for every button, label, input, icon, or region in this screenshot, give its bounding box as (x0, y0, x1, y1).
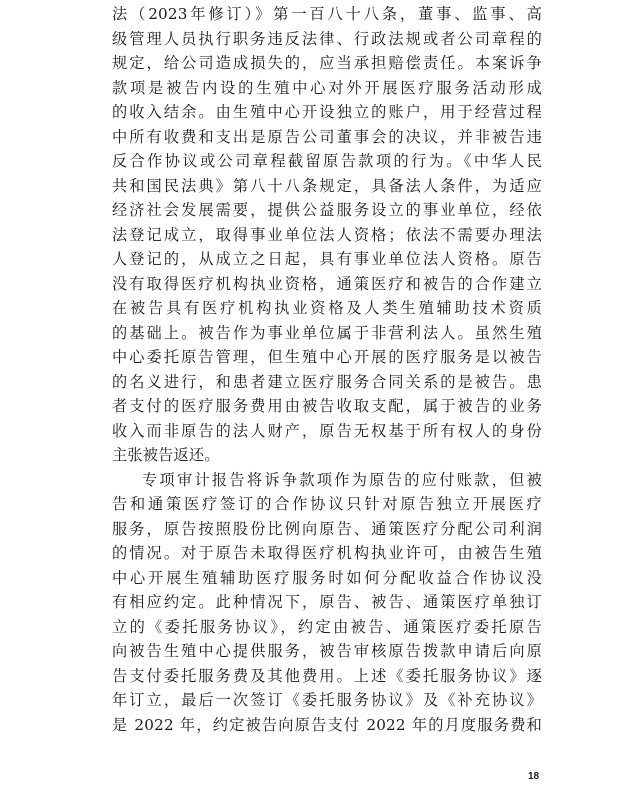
paragraph-1 (112, 2, 542, 468)
text-line: 年订立，最后一次签订《委托服务协议》及《补充协议》 (112, 691, 542, 709)
text-line: 法登记成立，取得事业单位法人资格；依法不需要办理法 (112, 225, 542, 244)
text-line: 服务，原告按照股份比例向原告、通策医疗分配公司利润 (112, 519, 542, 538)
text-line: 的情况。对于原告未取得医疗机构执业许可，由被告生殖 (112, 544, 542, 562)
text-line: 主张被告返还。 (112, 446, 220, 464)
text-line: 者支付的医疗服务费用由被告收取支配，属于被告的业务 (112, 397, 542, 415)
text-line: 经济社会发展需要，提供公益服务设立的事业单位，经依 (112, 201, 542, 219)
text-line: 没有取得医疗机构执业资格，通策医疗和被告的合作建立 (112, 274, 542, 293)
text-line: 告支付委托服务费及其他费用。上述《委托服务协议》逐 (112, 666, 542, 685)
text-line: 收入而非原告的法人财产，原告无权基于所有权人的身份 (112, 421, 542, 440)
text-line: 级管理人员执行职务违反法律、行政法规或者公司章程的 (112, 29, 542, 48)
document-body (112, 2, 542, 737)
text-line: 专项审计报告将诉争款项作为原告的应付账款，但被 (142, 470, 542, 489)
paragraph-2 (112, 468, 542, 738)
text-line: 是 2022 年，约定被告向原告支付 2022 年的月度服务费和 (112, 715, 542, 734)
text-line: 告和通策医疗签订的合作协议只针对原告独立开展医疗 (112, 495, 542, 513)
text-line: 反合作协议或公司章程截留原告款项的行为。《中华人民 (112, 152, 542, 170)
text-line: 的收入结余。由生殖中心开设独立的账户，用于经营过程 (112, 103, 542, 121)
text-line: 的名义进行，和患者建立医疗服务合同关系的是被告。患 (112, 372, 542, 391)
text-line: 向被告生殖中心提供服务，被告审核原告拨款申请后向原 (112, 642, 542, 660)
text-line: 在被告具有医疗机构执业资格及人类生殖辅助技术资质 (112, 299, 542, 317)
text-line: 法（2023年修订）》第一百八十八条，董事、监事、高 (112, 5, 542, 23)
text-line: 立的《委托服务协议》，约定由被告、通策医疗委托原告 (112, 617, 542, 636)
page-number: 18 (528, 771, 540, 782)
text-line: 规定，给公司造成损失的，应当承担赔偿责任。本案诉争 (112, 54, 542, 72)
text-line: 中所有收费和支出是原告公司董事会的决议，并非被告违 (112, 127, 542, 146)
text-line: 中心开展生殖辅助医疗服务时如何分配收益合作协议没 (112, 568, 542, 587)
text-line: 共和国民法典》第八十八条规定，具备法人条件，为适应 (112, 176, 542, 195)
text-line: 有相应约定。此种情况下，原告、被告、通策医疗单独订 (112, 593, 542, 611)
text-line: 的基础上。被告作为事业单位属于非营利法人。虽然生殖 (112, 323, 542, 342)
text-line: 中心委托原告管理，但生殖中心开展的医疗服务是以被告 (112, 348, 542, 366)
text-line: 款项是被告内设的生殖中心对外开展医疗服务活动形成 (112, 78, 542, 97)
text-line: 人登记的，从成立之日起，具有事业单位法人资格。原告 (112, 250, 542, 268)
